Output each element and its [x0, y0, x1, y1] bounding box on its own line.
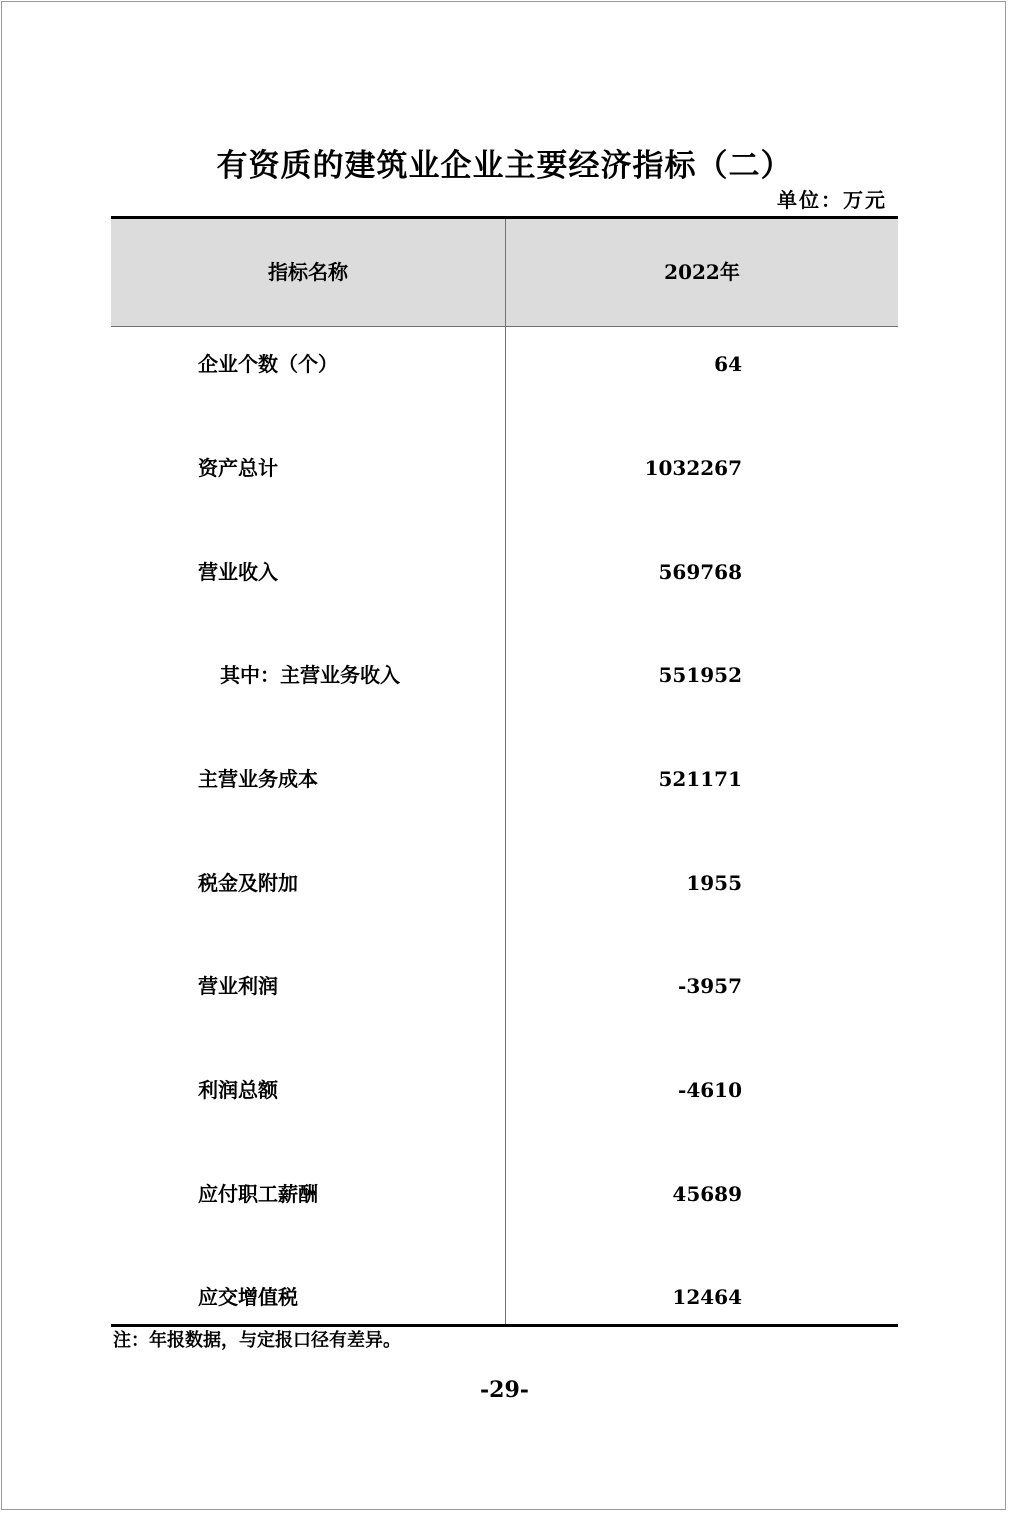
row-label: 营业收入	[198, 560, 278, 584]
row-label: 应付职工薪酬	[198, 1182, 318, 1206]
table-row	[111, 655, 898, 695]
header-year: 2022年	[664, 260, 740, 284]
page-number: -29-	[480, 1377, 529, 1403]
row-label: 营业利润	[198, 974, 278, 998]
indicator-table	[111, 216, 898, 1327]
unit-label: 单位：万元	[777, 188, 887, 212]
row-value: 45689	[672, 1182, 742, 1206]
table-row	[111, 552, 898, 592]
page-title: 有资质的建筑业企业主要经济指标（二）	[216, 148, 793, 184]
table-row	[111, 966, 898, 1006]
row-label: 应交增值税	[198, 1285, 298, 1309]
table-row	[111, 863, 898, 903]
row-label: 其中：主营业务收入	[220, 663, 400, 687]
row-label: 资产总计	[198, 456, 278, 480]
table-row	[111, 1277, 898, 1317]
row-value: 569768	[658, 560, 742, 584]
row-value: 521171	[658, 767, 742, 791]
table-row	[111, 1174, 898, 1214]
table-row	[111, 448, 898, 488]
row-label: 企业个数（个）	[198, 352, 338, 376]
table-row	[111, 344, 898, 384]
row-value: -3957	[678, 974, 742, 998]
header-indicator-name: 指标名称	[268, 260, 348, 284]
footnote: 注：年报数据，与定报口径有差异。	[113, 1330, 401, 1351]
row-value: 12464	[672, 1285, 742, 1309]
table-row	[111, 1070, 898, 1110]
row-value: 1955	[686, 871, 742, 895]
row-value: -4610	[678, 1078, 742, 1102]
row-label: 利润总额	[198, 1078, 278, 1102]
table-row	[111, 759, 898, 799]
row-label: 主营业务成本	[198, 767, 318, 791]
row-value: 64	[714, 352, 742, 376]
row-value: 1032267	[644, 456, 742, 480]
row-label: 税金及附加	[198, 871, 298, 895]
row-value: 551952	[658, 663, 742, 687]
